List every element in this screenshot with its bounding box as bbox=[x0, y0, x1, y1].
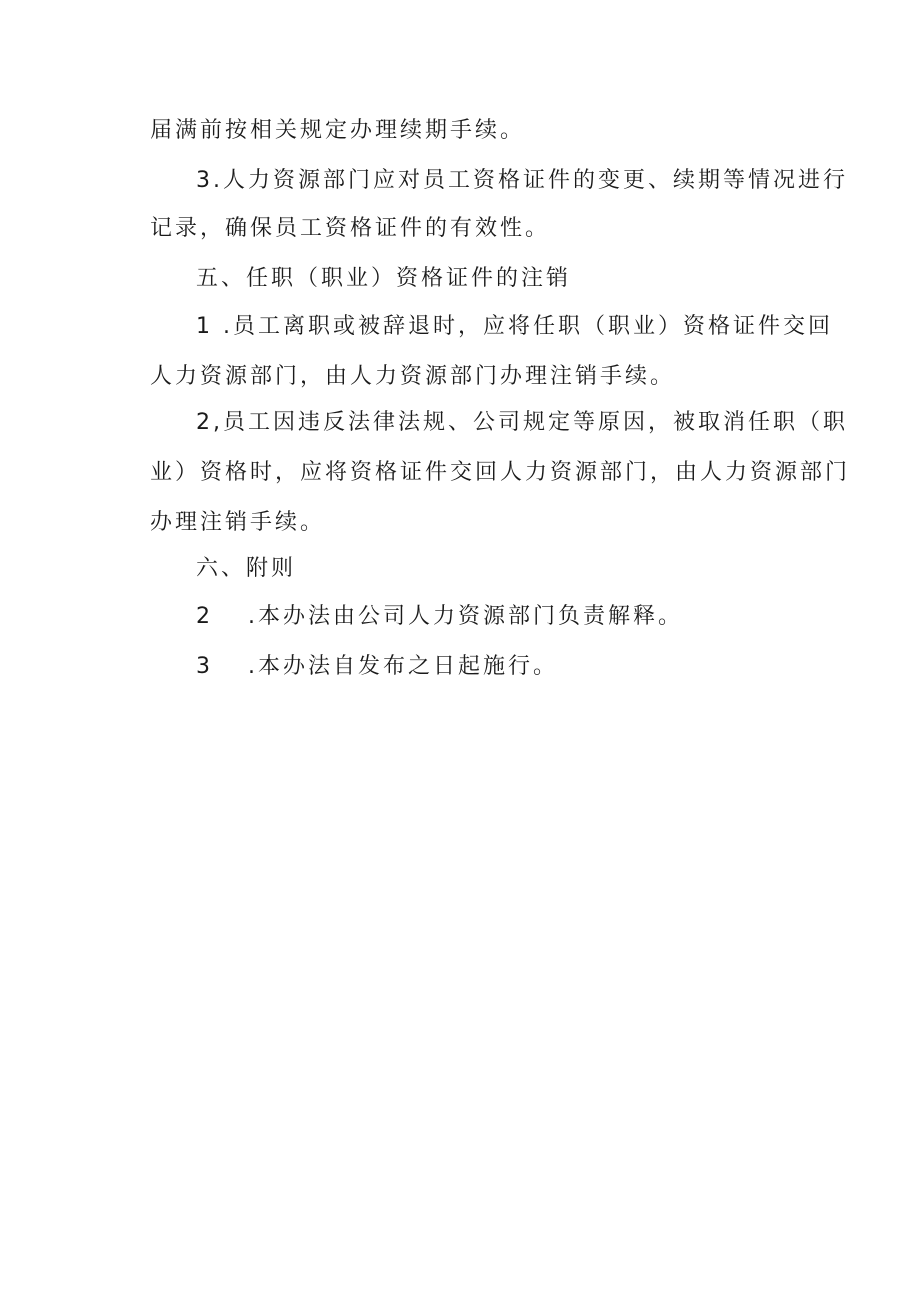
paragraph-line: 1 .员工离职或被辞退时，应将任职（职业）资格证件交回 bbox=[196, 314, 833, 339]
section-heading: 六、附则 bbox=[196, 556, 297, 581]
article-text: .本办法由公司人力资源部门负责解释。 bbox=[248, 604, 683, 629]
section-heading: 五、任职（职业）资格证件的注销 bbox=[196, 266, 572, 291]
article-number: 3 bbox=[196, 654, 213, 679]
paragraph-line: 业）资格时，应将资格证件交回人力资源部门，由人力资源部门 bbox=[150, 460, 851, 485]
paragraph-line: 届满前按相关规定办理续期手续。 bbox=[150, 118, 526, 143]
article-item bbox=[196, 602, 683, 632]
article-text: .本办法自发布之日起施行。 bbox=[248, 654, 558, 679]
paragraph-line: 2,员工因违反法律法规、公司规定等原因，被取消任职（职 bbox=[196, 410, 848, 435]
paragraph-line: 3.人力资源部门应对员工资格证件的变更、续期等情况进行 bbox=[196, 168, 848, 193]
article-number: 2 bbox=[196, 604, 213, 629]
paragraph-line: 人力资源部门，由人力资源部门办理注销手续。 bbox=[150, 364, 676, 389]
article-item bbox=[196, 652, 558, 682]
paragraph-line: 办理注销手续。 bbox=[150, 510, 326, 535]
paragraph-line: 记录，确保员工资格证件的有效性。 bbox=[150, 216, 551, 241]
